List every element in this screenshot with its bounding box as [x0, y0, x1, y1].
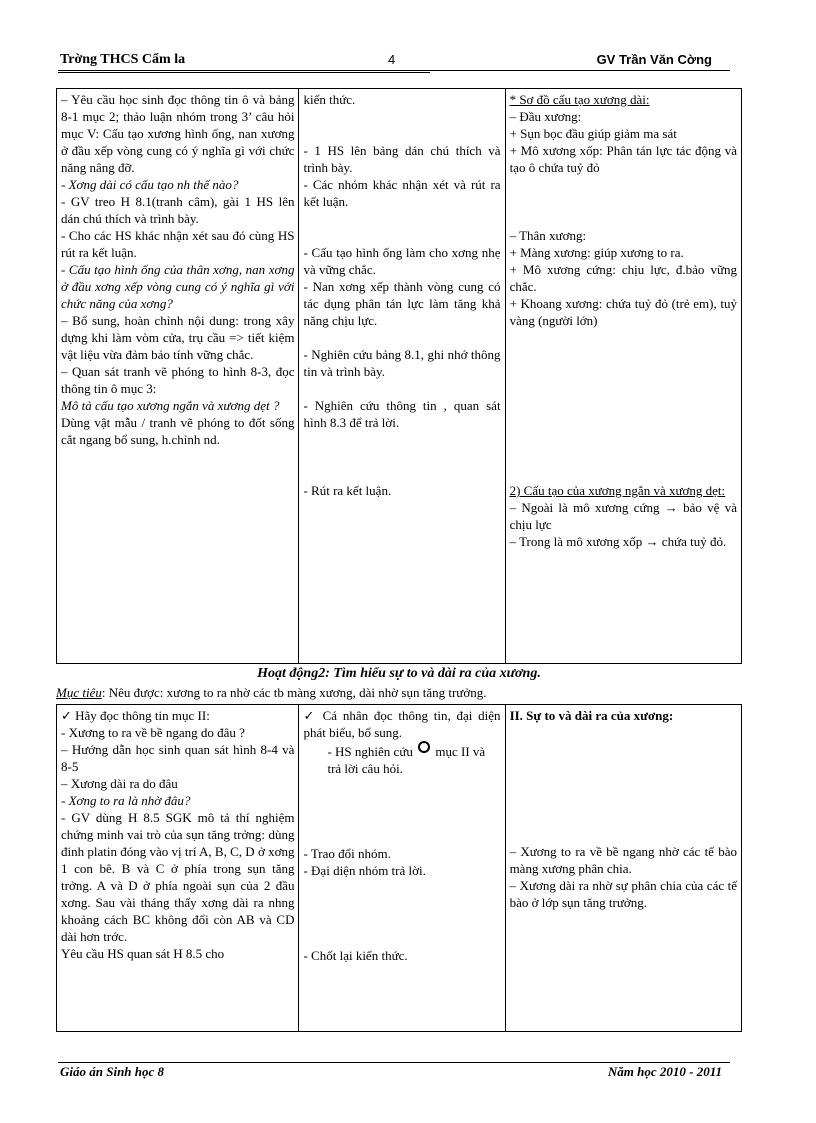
- table2-col2-item: ✓ Cá nhân đọc thông tin, đại diện phát biểu, bổ sung.: [303, 708, 501, 740]
- table2-col1-item: ✓ Hãy đọc thông tin mục II:: [61, 708, 210, 723]
- section-title: Hoạt động2: Tìm hiểu sự to và dài ra của xương.: [257, 666, 541, 681]
- teacher-activity-cell: [57, 89, 299, 664]
- table2-col2-item: - Trao đổi nhóm.: [303, 846, 391, 861]
- table1-col2-item: - Nghiên cứu thông tin , quan sát hình 8.3 để trả lời.: [303, 398, 501, 430]
- student-activity-cell: [299, 89, 505, 664]
- footer-right: Năm học 2010 - 2011: [607, 1064, 722, 1079]
- table2-col1-item: – Xương dài ra do đâu: [61, 776, 178, 791]
- table1-col3-item: – Đầu xương:: [509, 109, 582, 124]
- table1-col2-item: - Rút ra kết luận.: [303, 483, 392, 498]
- circle-icon: [418, 741, 430, 753]
- activity-table-1: [56, 88, 742, 664]
- activity-table-2: [56, 704, 742, 1032]
- objective-text: : Nêu được: xương to ra nhờ các tb màng xương, dài nhờ sụn tăng trưởng.: [101, 685, 487, 700]
- table2-col3-item: – Xương dài ra nhờ sự phân chia của các tế bào ở lớp sụn tăng trưởng.: [509, 878, 737, 910]
- table1-col2-item: - Các nhóm khác nhận xét và rút ra kết luận.: [303, 177, 501, 209]
- table1-col2-item: - Cấu tạo hình ống làm cho xơng nhẹ và vững chắc.: [303, 245, 501, 277]
- table1-col1-item: Dùng vật mẫu / tranh vẽ phóng to đốt sống cắt ngang bổ sung, h.chỉnh nd.: [61, 415, 295, 447]
- table1-col3-item: – Thân xương:: [509, 228, 587, 243]
- table2-col1-item: - Xương to ra về bề ngang do đâu ?: [61, 725, 245, 740]
- table1-col1-item: – Yêu cầu học sinh đọc thông tin ô và bảng 8-1 mục 2; thảo luận nhóm trong 3’ câu hỏi mục V: Cấu tạo xương hình ống, nan xương ở đầu xếp vòng cung có ý nghĩa gì với chức năng nâng đỡ.: [61, 92, 295, 175]
- teacher-name: GV Trần Văn Cờng: [596, 52, 712, 67]
- header-rule: [58, 70, 730, 71]
- table2-col2-text: - HS nghiên cứu: [327, 744, 413, 759]
- table1-col2-item: - Nghiên cứu bảng 8.1, ghi nhớ thông tin và trình bày.: [303, 347, 501, 379]
- header-rule-short: [58, 72, 430, 73]
- section-objective: [56, 685, 742, 701]
- teacher-activity-cell: [57, 705, 299, 1032]
- table2-col1-item: Yêu cầu HS quan sát H 8.5 cho: [61, 946, 225, 961]
- table2-col1-item: - Xơng to ra là nhờ đâu?: [61, 793, 191, 808]
- table1-col2-item: - 1 HS lên bảng dán chú thích và trình bày.: [303, 143, 501, 175]
- student-activity-cell: [299, 705, 505, 1032]
- objective-label: Mục tiêu: [56, 685, 102, 700]
- table1-col1-item: – Quan sát tranh vẽ phóng to hình 8-3, đọc thông tin ô mục 3:: [61, 364, 295, 396]
- table1-col1-item: - Cho các HS khác nhận xét sau đó cùng HS rút ra kết luận.: [61, 228, 295, 260]
- table2-col3-item: – Xương to ra về bề ngang nhờ các tế bào màng xương phân chia.: [509, 844, 737, 876]
- table1-col3-item: – Trong là mô xương xốp → chứa tuỷ đỏ.: [509, 534, 727, 549]
- table1-col3-item: * Sơ đồ cấu tạo xương dài:: [509, 92, 650, 107]
- table1-col1-item: – Bổ sung, hoàn chỉnh nội dung: trong xây dựng khi làm vòm cửa, trụ cầu => tiết kiệm vật liệu vừa đảm bảo tính vững chắc.: [61, 313, 295, 362]
- table2-col1-item: – Hướng dẫn học sinh quan sát hình 8-4 và 8-5: [61, 742, 295, 774]
- table1-col3-item: + Sụn bọc đầu giúp giảm ma sát: [509, 126, 677, 141]
- table1-col3-item: + Mô xương xốp: Phân tán lực tác động và tạo ô chứa tuỷ đỏ: [509, 143, 737, 175]
- table2-col1-item: - GV dùng H 8.5 SGK mô tả thí nghiệm chứng minh vai trò của sụn tăng trởng: dùng đinh platin đóng vào vị trí A, B, C, D ở xơng 1 con bê. B và C ở phía trong sụn tăng trởng. A và D ở phía ngoài sụn của 2 đầu xơng. Sau vài tháng thấy xơng dài ra nhng khoảng cách BC không đổi còn AB và CD dài hơn trớc.: [61, 810, 295, 944]
- content-cell: [505, 705, 741, 1032]
- table1-col3-item: – Ngoài là mô xương cứng → bảo vệ và chịu lực: [509, 500, 737, 532]
- table2-col2-item: [303, 741, 500, 777]
- table1-col3-item: 2) Cấu tạo của xương ngắn và xương dẹt:: [509, 483, 726, 498]
- page-number: 4: [388, 52, 396, 67]
- footer-rule: [58, 1062, 730, 1063]
- table2-col2-text: mục II và trả lời câu hỏi.: [327, 744, 486, 776]
- table2-col2-item: - Chốt lại kiến thức.: [303, 948, 408, 963]
- table1-col2-item: - Nan xơng xếp thành vòng cung có tác dụng phân tán lực làm tăng khả năng chịu lực.: [303, 279, 501, 328]
- page-header: [58, 52, 730, 72]
- content-cell: [505, 89, 741, 664]
- table1-col2-item: kiến thức.: [303, 92, 356, 107]
- table1-col1-item: - Xơng dài có cấu tạo nh thế nào?: [61, 177, 239, 192]
- table1-col1-item: - Cấu tạo hình ống của thân xơng, nan xơng ở đầu xơng xếp vòng cung có ý nghĩa gì với chức năng của xơng?: [61, 262, 295, 311]
- table1-col3-item: + Màng xương: giúp xương to ra.: [509, 245, 684, 260]
- table1-col1-item: - GV treo H 8.1(tranh câm), gài 1 HS lên dán chú thích và trình bày.: [61, 194, 295, 226]
- table2-col3-item: II. Sự to và dài ra của xương:: [509, 708, 674, 723]
- table1-col3-item: + Khoang xương: chứa tuỷ đỏ (trẻ em), tuỷ vàng (người lớn): [509, 296, 737, 328]
- table1-col1-item: Mô tả cấu tạo xương ngắn và xương dẹt ?: [61, 398, 280, 413]
- table1-col3-item: + Mô xương cứng: chịu lực, đ.bảo vững chắc.: [509, 262, 737, 294]
- school-name: Trờng THCS Cẩm la: [60, 52, 186, 67]
- table2-col2-item: - Đại diện nhóm trả lời.: [303, 863, 426, 878]
- footer-left: Giáo án Sinh học 8: [60, 1064, 165, 1079]
